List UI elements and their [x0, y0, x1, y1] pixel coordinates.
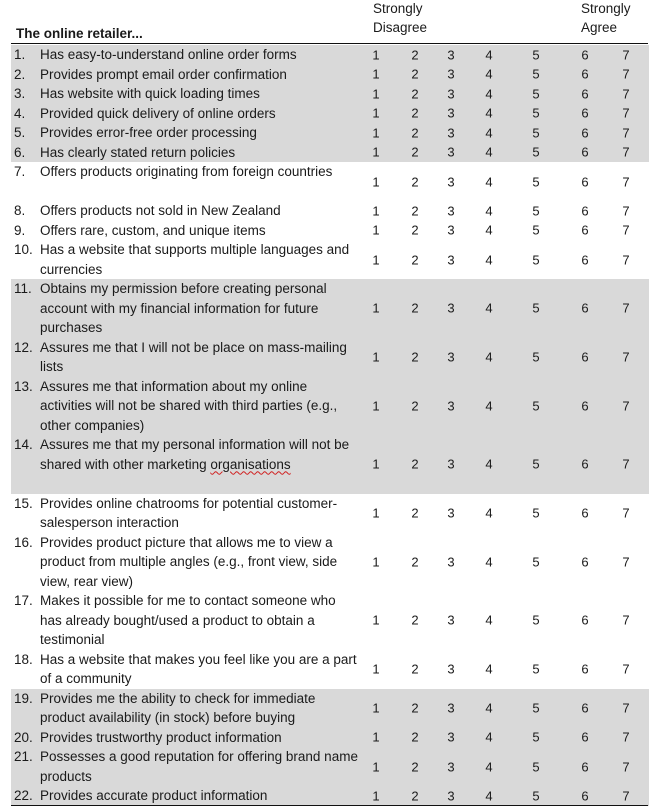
scale-value-2[interactable]: 2 — [411, 222, 419, 238]
scale-value-4[interactable]: 4 — [485, 758, 493, 774]
scale-value-1[interactable]: 1 — [372, 505, 380, 521]
item-text: Provides trustworthy product information — [40, 729, 282, 745]
bottom-rule — [11, 805, 648, 806]
rating-scale — [11, 201, 649, 221]
scale-value-3[interactable]: 3 — [447, 505, 455, 521]
table-row — [11, 728, 649, 748]
item-number: 10. — [14, 242, 33, 257]
scale-value-1[interactable]: 1 — [372, 251, 380, 267]
scale-value-2[interactable]: 2 — [411, 86, 419, 101]
scale-value-3[interactable]: 3 — [447, 612, 455, 628]
scale-value-3[interactable]: 3 — [447, 300, 455, 316]
scale-value-3[interactable]: 3 — [447, 349, 455, 365]
scale-value-2[interactable]: 2 — [411, 47, 419, 62]
scale-value-3[interactable]: 3 — [447, 47, 455, 62]
scale-value-4[interactable]: 4 — [485, 47, 493, 62]
scale-value-7[interactable]: 7 — [622, 661, 630, 677]
item-text: Has a website that supports multiple languages and currencies — [40, 242, 350, 277]
scale-value-2[interactable]: 2 — [411, 300, 419, 316]
item-number: 9. — [14, 222, 26, 238]
scale-value-6[interactable]: 6 — [581, 554, 589, 569]
item-text: Possesses a good reputation for offering brand name products — [40, 749, 358, 784]
table-row — [11, 143, 649, 163]
scale-value-4[interactable]: 4 — [485, 300, 493, 316]
scale-value-7[interactable]: 7 — [622, 788, 630, 803]
scale-value-4[interactable]: 4 — [485, 144, 493, 160]
scale-value-6[interactable]: 6 — [581, 251, 589, 267]
scale-value-7[interactable]: 7 — [622, 125, 630, 140]
item-text: Has website with quick loading times — [40, 86, 260, 101]
item-number: 5. — [14, 125, 26, 140]
item-number: 22. — [14, 788, 33, 803]
scale-value-4[interactable]: 4 — [485, 661, 493, 677]
scale-value-4[interactable]: 4 — [485, 349, 493, 365]
scale-value-7[interactable]: 7 — [622, 758, 630, 774]
strongly-agree-label: Strongly Agree — [581, 1, 631, 35]
scale-value-5[interactable]: 5 — [532, 788, 540, 803]
scale-value-1[interactable]: 1 — [372, 729, 380, 745]
scale-value-6[interactable]: 6 — [581, 300, 589, 316]
scale-value-1[interactable]: 1 — [372, 173, 380, 189]
scale-value-5[interactable]: 5 — [532, 554, 540, 569]
scale-value-5[interactable]: 5 — [532, 125, 540, 140]
scale-value-7[interactable]: 7 — [622, 251, 630, 267]
scale-value-6[interactable]: 6 — [581, 398, 589, 413]
scale-value-2[interactable]: 2 — [411, 349, 419, 365]
scale-value-3[interactable]: 3 — [447, 554, 455, 569]
scale-value-5[interactable]: 5 — [532, 758, 540, 774]
scale-value-7[interactable]: 7 — [622, 349, 630, 365]
table-row — [11, 221, 649, 241]
scale-value-6[interactable]: 6 — [581, 125, 589, 140]
scale-value-5[interactable]: 5 — [532, 203, 540, 218]
rating-scale — [11, 689, 649, 728]
scale-value-3[interactable]: 3 — [447, 758, 455, 774]
scale-value-1[interactable]: 1 — [372, 105, 380, 121]
scale-value-6[interactable]: 6 — [581, 661, 589, 677]
table-title: The online retailer... — [16, 26, 143, 41]
scale-value-5[interactable]: 5 — [532, 173, 540, 189]
scale-value-6[interactable]: 6 — [581, 86, 589, 101]
scale-value-4[interactable]: 4 — [485, 251, 493, 267]
scale-value-7[interactable]: 7 — [622, 612, 630, 628]
scale-value-7[interactable]: 7 — [622, 398, 630, 413]
item-text: Obtains my permission before creating personal account with my financial information for future purchases — [40, 281, 327, 335]
table-row — [11, 689, 649, 728]
scale-value-6[interactable]: 6 — [581, 349, 589, 365]
item-text: Has clearly stated return policies — [40, 144, 236, 160]
scale-value-2[interactable]: 2 — [411, 758, 419, 774]
item-number: 14. — [14, 437, 33, 452]
scale-value-3[interactable]: 3 — [447, 203, 455, 218]
scale-value-5[interactable]: 5 — [532, 729, 540, 745]
rating-scale — [11, 786, 649, 806]
scale-value-6[interactable]: 6 — [581, 758, 589, 774]
item-number: 1. — [14, 47, 26, 62]
header-rule — [11, 43, 648, 44]
rating-scale — [11, 591, 649, 650]
scale-value-3[interactable]: 3 — [447, 456, 455, 472]
item-number: 16. — [14, 534, 33, 550]
rating-scale — [11, 494, 649, 533]
item-number: 17. — [14, 593, 33, 608]
item-number: 7. — [14, 164, 26, 179]
scale-value-3[interactable]: 3 — [447, 700, 455, 716]
scale-value-1[interactable]: 1 — [372, 456, 380, 472]
scale-value-1[interactable]: 1 — [372, 612, 380, 628]
scale-value-4[interactable]: 4 — [485, 66, 493, 82]
item-text: Assures me that information about my online activities will not be shared with third parties (e.g., other companies) — [40, 378, 338, 433]
item-number: 4. — [14, 105, 26, 121]
scale-value-2[interactable]: 2 — [411, 612, 419, 628]
rating-scale — [11, 143, 649, 163]
item-number: 12. — [14, 339, 33, 355]
scale-value-2[interactable]: 2 — [411, 203, 419, 218]
scale-value-1[interactable]: 1 — [372, 203, 380, 218]
scale-value-1[interactable]: 1 — [372, 125, 380, 140]
scale-value-6[interactable]: 6 — [581, 105, 589, 121]
table-row — [11, 747, 649, 786]
scale-value-6[interactable]: 6 — [581, 700, 589, 716]
scale-value-2[interactable]: 2 — [411, 456, 419, 472]
table-row — [11, 84, 649, 104]
table-row — [11, 435, 649, 494]
scale-value-5[interactable]: 5 — [532, 251, 540, 267]
scale-value-2[interactable]: 2 — [411, 66, 419, 82]
scale-value-1[interactable]: 1 — [372, 661, 380, 677]
scale-value-7[interactable]: 7 — [622, 554, 630, 569]
scale-value-4[interactable]: 4 — [485, 398, 493, 413]
scale-value-4[interactable]: 4 — [485, 222, 493, 238]
scale-value-4[interactable]: 4 — [485, 125, 493, 140]
scale-value-5[interactable]: 5 — [532, 456, 540, 472]
scale-value-5[interactable]: 5 — [532, 222, 540, 238]
scale-value-3[interactable]: 3 — [447, 173, 455, 189]
scale-value-7[interactable]: 7 — [622, 700, 630, 716]
item-number: 13. — [14, 378, 33, 394]
scale-value-3[interactable]: 3 — [447, 251, 455, 267]
rating-scale — [11, 65, 649, 85]
scale-value-6[interactable]: 6 — [581, 222, 589, 238]
scale-value-7[interactable]: 7 — [622, 173, 630, 189]
item-number: 8. — [14, 203, 26, 218]
scale-value-3[interactable]: 3 — [447, 144, 455, 160]
item-number: 15. — [14, 495, 33, 511]
item-text: Provides me the ability to check for immediate product availability (in stock) before buying — [40, 690, 316, 725]
scale-value-2[interactable]: 2 — [411, 788, 419, 803]
scale-value-2[interactable]: 2 — [411, 554, 419, 569]
scale-value-7[interactable]: 7 — [622, 105, 630, 121]
scale-value-6[interactable]: 6 — [581, 144, 589, 160]
scale-value-3[interactable]: 3 — [447, 788, 455, 803]
scale-value-1[interactable]: 1 — [372, 554, 380, 569]
scale-value-3[interactable]: 3 — [447, 661, 455, 677]
rating-scale — [11, 279, 649, 338]
rating-scale — [11, 747, 649, 786]
item-text: Provides error-free order processing — [40, 125, 257, 140]
item-text: Provided quick delivery of online orders — [40, 105, 276, 121]
scale-value-6[interactable]: 6 — [581, 788, 589, 803]
item-text: Offers products not sold in New Zealand — [40, 203, 281, 218]
scale-value-1[interactable]: 1 — [372, 788, 380, 803]
scale-value-4[interactable]: 4 — [485, 456, 493, 472]
scale-value-7[interactable]: 7 — [622, 729, 630, 745]
item-text: Offers rare, custom, and unique items — [40, 222, 266, 238]
scale-value-6[interactable]: 6 — [581, 47, 589, 62]
scale-value-7[interactable]: 7 — [622, 144, 630, 160]
scale-value-1[interactable]: 1 — [372, 47, 380, 62]
scale-value-3[interactable]: 3 — [447, 66, 455, 82]
scale-value-7[interactable]: 7 — [622, 86, 630, 101]
table-row — [11, 494, 649, 533]
item-number: 19. — [14, 690, 33, 706]
scale-value-2[interactable]: 2 — [411, 729, 419, 745]
scale-value-2[interactable]: 2 — [411, 173, 419, 189]
table-row — [11, 533, 649, 592]
table-row — [11, 104, 649, 124]
scale-value-2[interactable]: 2 — [411, 661, 419, 677]
scale-value-4[interactable]: 4 — [485, 554, 493, 569]
item-number: 20. — [14, 729, 33, 745]
scale-value-4[interactable]: 4 — [485, 505, 493, 521]
scale-value-3[interactable]: 3 — [447, 125, 455, 140]
scale-value-7[interactable]: 7 — [622, 300, 630, 316]
scale-value-5[interactable]: 5 — [532, 398, 540, 413]
scale-value-6[interactable]: 6 — [581, 173, 589, 189]
scale-value-5[interactable]: 5 — [532, 700, 540, 716]
rating-scale — [11, 338, 649, 377]
scale-value-1[interactable]: 1 — [372, 66, 380, 82]
scale-value-2[interactable]: 2 — [411, 398, 419, 413]
scale-value-1[interactable]: 1 — [372, 300, 380, 316]
item-text: Has a website that makes you feel like you are a part of a community — [40, 651, 357, 686]
item-text: Provides accurate product information — [40, 788, 268, 803]
scale-value-5[interactable]: 5 — [532, 505, 540, 521]
scale-value-4[interactable]: 4 — [485, 105, 493, 121]
rating-scale — [11, 45, 649, 65]
scale-value-5[interactable]: 5 — [532, 349, 540, 365]
scale-value-4[interactable]: 4 — [485, 788, 493, 803]
scale-value-2[interactable]: 2 — [411, 144, 419, 160]
scale-value-2[interactable]: 2 — [411, 505, 419, 521]
scale-value-1[interactable]: 1 — [372, 700, 380, 716]
scale-value-3[interactable]: 3 — [447, 105, 455, 121]
scale-value-4[interactable]: 4 — [485, 173, 493, 189]
table-row — [11, 123, 649, 143]
rating-scale — [11, 162, 649, 201]
scale-value-5[interactable]: 5 — [532, 612, 540, 628]
table-row — [11, 650, 649, 689]
item-number: 6. — [14, 144, 26, 160]
table-row — [11, 591, 649, 650]
rating-scale — [11, 104, 649, 124]
rating-scale — [11, 221, 649, 241]
scale-value-5[interactable]: 5 — [532, 86, 540, 101]
rating-scale — [11, 84, 649, 104]
scale-value-4[interactable]: 4 — [485, 612, 493, 628]
item-text: Assures me that my personal information will not be shared with other marketing organisations — [40, 437, 350, 472]
scale-value-7[interactable]: 7 — [622, 203, 630, 218]
scale-value-6[interactable]: 6 — [581, 729, 589, 745]
scale-value-5[interactable]: 5 — [532, 105, 540, 121]
item-text: Offers products originating from foreign countries — [40, 164, 333, 179]
scale-value-4[interactable]: 4 — [485, 729, 493, 745]
scale-value-1[interactable]: 1 — [372, 398, 380, 413]
item-text: Provides product picture that allows me to view a product from multiple angles (e.g., front view, side view, rear view) — [40, 534, 338, 589]
scale-value-1[interactable]: 1 — [372, 144, 380, 160]
scale-value-3[interactable]: 3 — [447, 398, 455, 413]
scale-value-2[interactable]: 2 — [411, 125, 419, 140]
scale-value-5[interactable]: 5 — [532, 144, 540, 160]
survey-table — [11, 45, 649, 806]
scale-value-1[interactable]: 1 — [372, 349, 380, 365]
scale-value-2[interactable]: 2 — [411, 105, 419, 121]
scale-value-6[interactable]: 6 — [581, 203, 589, 218]
scale-value-2[interactable]: 2 — [411, 251, 419, 267]
rating-scale — [11, 377, 649, 436]
table-row — [11, 338, 649, 377]
item-text: Makes it possible for me to contact someone who has already bought/used a product to obtain a testimonial — [40, 593, 336, 647]
item-number: 11. — [14, 281, 32, 296]
rating-scale — [11, 650, 649, 689]
scale-value-7[interactable]: 7 — [622, 456, 630, 472]
item-text: Assures me that I will not be place on mass-mailing lists — [40, 339, 347, 374]
item-text: Provides prompt email order confirmation — [40, 66, 287, 82]
scale-value-5[interactable]: 5 — [532, 47, 540, 62]
scale-value-1[interactable]: 1 — [372, 86, 380, 101]
scale-value-7[interactable]: 7 — [622, 505, 630, 521]
scale-value-3[interactable]: 3 — [447, 86, 455, 101]
scale-value-7[interactable]: 7 — [622, 47, 630, 62]
item-number: 2. — [14, 66, 26, 82]
scale-value-1[interactable]: 1 — [372, 222, 380, 238]
scale-value-3[interactable]: 3 — [447, 729, 455, 745]
table-row — [11, 377, 649, 436]
scale-value-4[interactable]: 4 — [485, 700, 493, 716]
rating-scale — [11, 533, 649, 592]
rating-scale — [11, 240, 649, 279]
scale-value-6[interactable]: 6 — [581, 456, 589, 472]
scale-value-5[interactable]: 5 — [532, 300, 540, 316]
item-number: 21. — [14, 749, 33, 764]
scale-value-6[interactable]: 6 — [581, 66, 589, 82]
rating-scale — [11, 123, 649, 143]
table-row — [11, 162, 649, 201]
scale-value-6[interactable]: 6 — [581, 505, 589, 521]
scale-value-1[interactable]: 1 — [372, 758, 380, 774]
item-text: Provides online chatrooms for potential customer-salesperson interaction — [40, 495, 338, 530]
item-text: Has easy-to-understand online order forms — [40, 47, 297, 62]
scale-value-7[interactable]: 7 — [622, 222, 630, 238]
rating-scale — [11, 435, 649, 494]
table-row — [11, 45, 649, 65]
scale-value-5[interactable]: 5 — [532, 66, 540, 82]
scale-value-4[interactable]: 4 — [485, 203, 493, 218]
scale-value-5[interactable]: 5 — [532, 661, 540, 677]
scale-value-7[interactable]: 7 — [622, 66, 630, 82]
item-number: 18. — [14, 651, 33, 667]
table-row — [11, 786, 649, 806]
scale-value-4[interactable]: 4 — [485, 86, 493, 101]
scale-value-2[interactable]: 2 — [411, 700, 419, 716]
scale-value-3[interactable]: 3 — [447, 222, 455, 238]
spellcheck-underline: organisations — [210, 456, 291, 472]
table-row — [11, 65, 649, 85]
rating-scale — [11, 728, 649, 748]
table-row — [11, 240, 649, 279]
scale-value-6[interactable]: 6 — [581, 612, 589, 628]
table-row — [11, 201, 649, 221]
strongly-disagree-label: Strongly Disagree — [373, 1, 428, 35]
table-row — [11, 279, 649, 338]
item-number: 3. — [14, 86, 26, 101]
